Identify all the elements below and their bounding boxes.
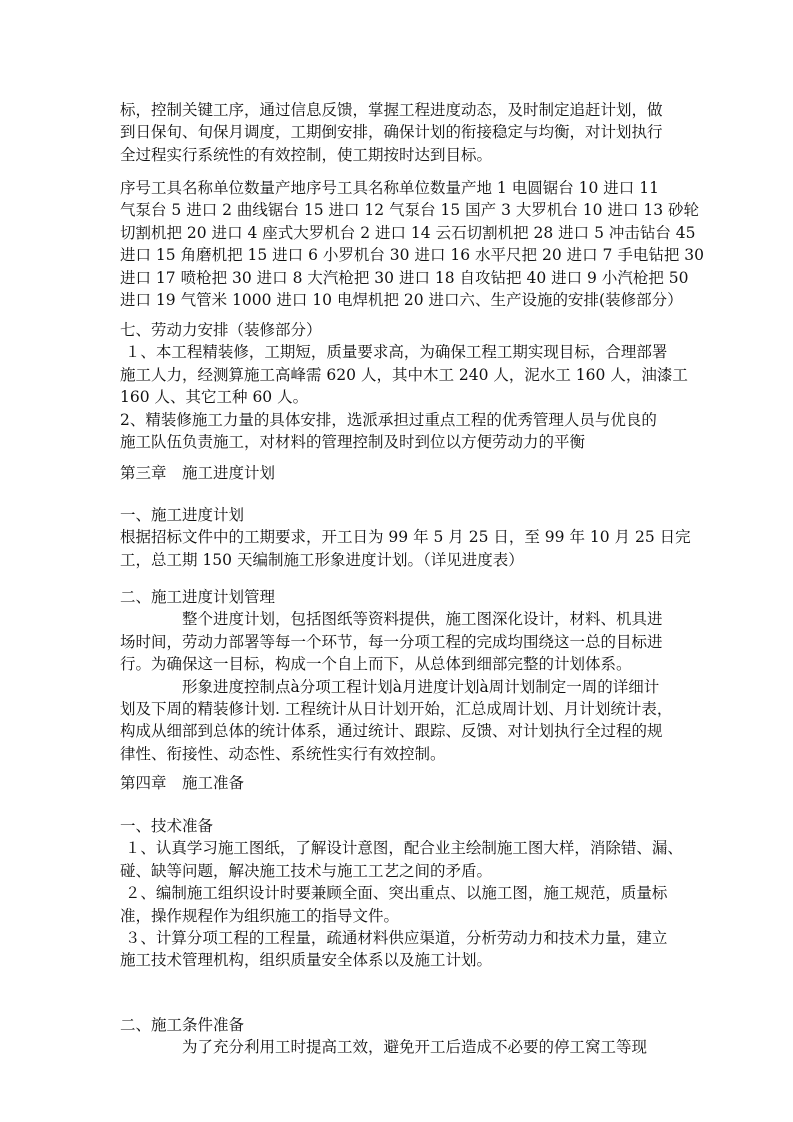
text-line: 二、施工条件准备 xyxy=(120,1016,245,1034)
text-line: 行。为确保这一目标，构成一个自上而下，从总体到细部完整的计划体系。 xyxy=(120,655,632,674)
paragraph-t2 xyxy=(120,1014,680,1059)
text-line: 进口 19 气管米 1000 进口 10 电焊机把 20 进口六、生产设施的安排(装修部分） xyxy=(120,290,683,309)
text-line: 施工技术管理机构，组织质量安全体系以及施工计划。 xyxy=(120,951,493,970)
text-line: 一、技术准备 xyxy=(120,817,214,835)
text-line: 气泵台 5 进口 2 曲线锯台 15 进口 12 气泵台 15 国产 3 大罗机台 10 进口 13 砂轮 xyxy=(120,201,700,220)
text-line: 到日保旬、旬保月调度，工期倒安排，确保计划的衔接稳定与均衡，对计划执行 xyxy=(120,123,663,142)
paragraph-ch3 xyxy=(120,462,680,484)
paragraph-p1 xyxy=(120,99,680,166)
text-line: 划及下周的精装修计划. 工程统计从日计划开始，汇总成周计划、月计划统计表， xyxy=(120,699,673,718)
text-line: 准，操作规程作为组织施工的指导文件。 xyxy=(120,906,400,925)
paragraph-s2 xyxy=(120,586,680,765)
text-line: 进口 15 角磨机把 15 进口 6 小罗机台 30 进口 16 水平尺把 20 进口 7 手电钻把 30 xyxy=(120,246,704,265)
text-line: 施工人力，经测算施工高峰需 620 人，其中木工 240 人，泥水工 160 人，油漆工 xyxy=(120,365,688,384)
text-line: 构成从细部到总体的统计体系，通过统计、跟踪、反馈、对计划执行全过程的规 xyxy=(120,722,663,741)
text-line: 工，总工期 150 天编制施工形象进度计划。（详见进度表） xyxy=(120,550,524,569)
paragraph-ch4 xyxy=(120,772,680,794)
text-line: 律性、衔接性、动态性、系统性实行有效控制。 xyxy=(120,744,446,763)
text-line: 根据招标文件中的工期要求，开工日为 99 年 5 月 25 日，至 99 年 10 月 25 日完 xyxy=(120,528,691,547)
paragraph-t1 xyxy=(120,815,683,972)
text-line: 一、施工进度计划 xyxy=(120,506,245,524)
paragraph-s1 xyxy=(120,504,691,571)
text-line: 碰、缺等问题，解决施工技术与施工工艺之间的矛盾。 xyxy=(120,861,493,880)
text-line: 为了充分利用工时提高工效，避免开工后造成不必要的停工窝工等现 xyxy=(120,1038,648,1057)
text-line: １、认真学习施工图纸，了解设计意图，配合业主绘制施工图大样，消除错、漏、 xyxy=(120,839,683,858)
text-line: 二、施工进度计划管理 xyxy=(120,588,276,606)
paragraph-p3 xyxy=(120,319,688,453)
text-line: 第三章 施工进度计划 xyxy=(120,464,276,482)
text-line: 全过程实行系统性的有效控制，使工期按时达到目标。 xyxy=(120,145,493,164)
text-line: 第四章 施工准备 xyxy=(120,774,245,792)
text-line: 2、精装修施工力量的具体安排，选派承担过重点工程的优秀管理人员与优良的 xyxy=(120,410,657,429)
text-line: 整个进度计划，包括图纸等资料提供，施工图深化设计，材料、机具进 xyxy=(120,610,663,629)
text-line: 标，控制关键工序，通过信息反馈，掌握工程进度动态，及时制定追赶计划，做 xyxy=(120,101,663,119)
text-line: 七、劳动力安排（装修部分） xyxy=(120,321,322,339)
text-line: 160 人、其它工种 60 人。 xyxy=(120,388,309,407)
text-line: 形象进度控制点à分项工程计划à月进度计划à周计划制定一周的详细计 xyxy=(120,677,660,696)
text-line: ２、编制施工组织设计时要兼顾全面、突出重点、以施工图，施工规范，质量标 xyxy=(120,884,668,903)
text-line: 进口 17 喷枪把 30 进口 8 大汽枪把 30 进口 18 自攻钻把 40 进口 9 小汽枪把 50 xyxy=(120,268,689,287)
text-line: 场时间，劳动力部署等每一个环节，每一分项工程的完成均围绕这一总的目标进 xyxy=(120,632,663,651)
paragraph-p2 xyxy=(120,177,704,311)
text-line: 切割机把 20 进口 4 座式大罗机台 2 进口 14 云石切割机把 28 进口 5 冲击钻台 45 xyxy=(120,223,696,242)
text-line: 施工队伍负责施工，对材料的管理控制及时到位以方便劳动力的平衡 xyxy=(120,432,586,451)
text-line: １、本工程精装修，工期短，质量要求高，为确保工程工期实现目标，合理部署 xyxy=(120,343,668,362)
text-line: 序号工具名称单位数量产地序号工具名称单位数量产地 1 电圆锯台 10 进口 11 xyxy=(120,179,659,197)
text-line: ３、计算分项工程的工程量，疏通材料供应渠道，分析劳动力和技术力量，建立 xyxy=(120,928,668,947)
